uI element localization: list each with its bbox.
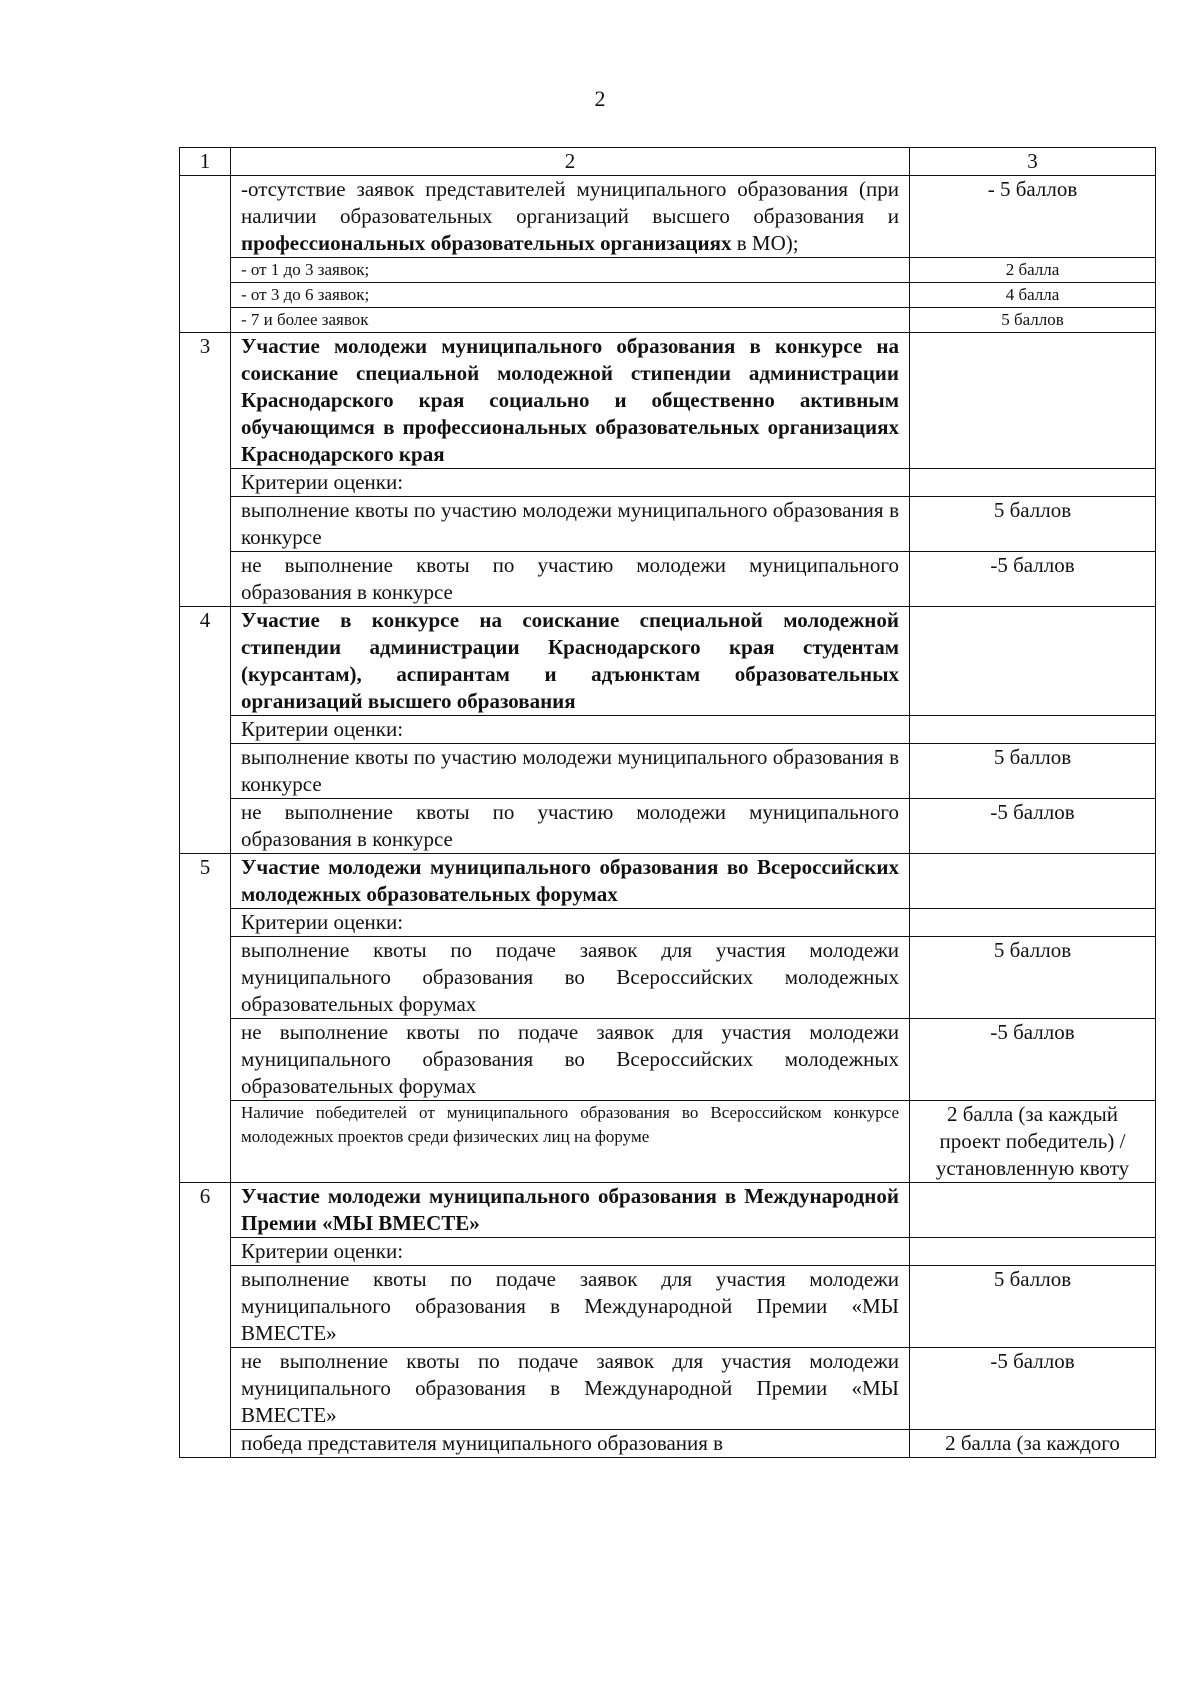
criterion-text: Наличие победителей от муниципального образования во Всероссийском конкурсе молодежных проектов среди физических лиц на форуме: [231, 1101, 910, 1183]
score-cell: 5 баллов: [910, 937, 1156, 1019]
table-row: [180, 1430, 1156, 1458]
text-bold-part: профессиональных образовательных организациях: [241, 231, 732, 255]
section-number: 3: [180, 333, 231, 607]
score-cell: -5 баллов: [910, 799, 1156, 854]
empty-score-cell: [910, 1238, 1156, 1266]
table-row: [180, 1266, 1156, 1348]
score-cell: 4 балла: [910, 283, 1156, 308]
score-cell: 5 баллов: [910, 308, 1156, 333]
score-cell: -5 баллов: [910, 1348, 1156, 1430]
criteria-label-row: [180, 469, 1156, 497]
section-number: 6: [180, 1183, 231, 1458]
empty-score-cell: [910, 607, 1156, 716]
absence-of-applications-text: [231, 176, 910, 258]
score-cell: - 5 баллов: [910, 176, 1156, 258]
criterion-text: выполнение квоты по участию молодежи муниципального образования в конкурсе: [231, 744, 910, 799]
table-row: [180, 176, 1156, 258]
section-title-row: [180, 607, 1156, 716]
criterion-text: не выполнение квоты по подаче заявок для участия молодежи муниципального образования в Международной Премии «МЫ ВМЕСТЕ»: [231, 1348, 910, 1430]
section-number: 5: [180, 854, 231, 1183]
table-row: [180, 552, 1156, 607]
score-cell: 2 балла (за каждый проект победитель) /установленную квоту: [910, 1101, 1156, 1183]
text-part: в МО);: [731, 231, 799, 255]
score-cell: 2 балла (за каждого: [910, 1430, 1156, 1458]
criterion-text: - 7 и более заявок: [231, 308, 910, 333]
table-row: [180, 799, 1156, 854]
table-row: [180, 744, 1156, 799]
criterion-text: - от 3 до 6 заявок;: [231, 283, 910, 308]
table-row: [180, 1019, 1156, 1101]
section-title-row: [180, 854, 1156, 909]
section-title-row: [180, 1183, 1156, 1238]
criterion-text: победа представителя муниципального образования в: [231, 1430, 910, 1458]
criterion-text: - от 1 до 3 заявок;: [231, 258, 910, 283]
score-cell: 2 балла: [910, 258, 1156, 283]
table-row: [180, 1101, 1156, 1183]
section-title: Участие молодежи муниципального образования во Всероссийских молодежных образовательных форумах: [231, 854, 910, 909]
criteria-label: Критерии оценки:: [231, 716, 910, 744]
empty-score-cell: [910, 333, 1156, 469]
empty-score-cell: [910, 469, 1156, 497]
table-header-row: [180, 148, 1156, 176]
header-cell-2: 2: [231, 148, 910, 176]
criterion-text: выполнение квоты по подаче заявок для участия молодежи муниципального образования во Всероссийских молодежных образовательных форумах: [231, 937, 910, 1019]
section-title: Участие молодежи муниципального образования в Международной Премии «МЫ ВМЕСТЕ»: [231, 1183, 910, 1238]
criteria-label: Критерии оценки:: [231, 909, 910, 937]
section-title: Участие в конкурсе на соискание специальной молодежной стипендии администрации Краснодарского края студентам (курсантам), аспирантам и адъюнктам образовательных организаций высшего образования: [231, 607, 910, 716]
empty-score-cell: [910, 1183, 1156, 1238]
table-row: [180, 937, 1156, 1019]
criteria-label: Критерии оценки:: [231, 1238, 910, 1266]
criteria-label: Критерии оценки:: [231, 469, 910, 497]
table-row: [180, 308, 1156, 333]
score-cell: 5 баллов: [910, 497, 1156, 552]
text-part: -отсутствие заявок представителей муниципального образования (при наличии образовательных организаций высшего образования и: [241, 177, 899, 228]
criteria-table: [179, 147, 1156, 1458]
header-cell-3: 3: [910, 148, 1156, 176]
page-number: 2: [594, 86, 606, 111]
section-title-row: [180, 333, 1156, 469]
empty-score-cell: [910, 909, 1156, 937]
criteria-label-row: [180, 716, 1156, 744]
header-cell-1: 1: [180, 148, 231, 176]
score-cell: 5 баллов: [910, 744, 1156, 799]
criteria-label-row: [180, 909, 1156, 937]
criterion-text: не выполнение квоты по участию молодежи муниципального образования в конкурсе: [231, 552, 910, 607]
table-row: [180, 1348, 1156, 1430]
section-number: 4: [180, 607, 231, 854]
table-row: [180, 497, 1156, 552]
table-row: [180, 258, 1156, 283]
empty-score-cell: [910, 716, 1156, 744]
score-cell: 5 баллов: [910, 1266, 1156, 1348]
score-cell: -5 баллов: [910, 1019, 1156, 1101]
criterion-text: не выполнение квоты по подаче заявок для участия молодежи муниципального образования во Всероссийских молодежных образовательных форумах: [231, 1019, 910, 1101]
table-row: [180, 283, 1156, 308]
criterion-text: выполнение квоты по подаче заявок для участия молодежи муниципального образования в Международной Премии «МЫ ВМЕСТЕ»: [231, 1266, 910, 1348]
score-cell: -5 баллов: [910, 552, 1156, 607]
section-title: Участие молодежи муниципального образования в конкурсе на соискание специальной молодежной стипендии администрации Краснодарского края социально и общественно активным обучающимся в профессиональных образовательных организациях Краснодарского края: [231, 333, 910, 469]
empty-score-cell: [910, 854, 1156, 909]
criteria-label-row: [180, 1238, 1156, 1266]
criterion-text: выполнение квоты по участию молодежи муниципального образования в конкурсе: [231, 497, 910, 552]
criterion-text: не выполнение квоты по участию молодежи муниципального образования в конкурсе: [231, 799, 910, 854]
row-number-empty: [180, 176, 231, 333]
